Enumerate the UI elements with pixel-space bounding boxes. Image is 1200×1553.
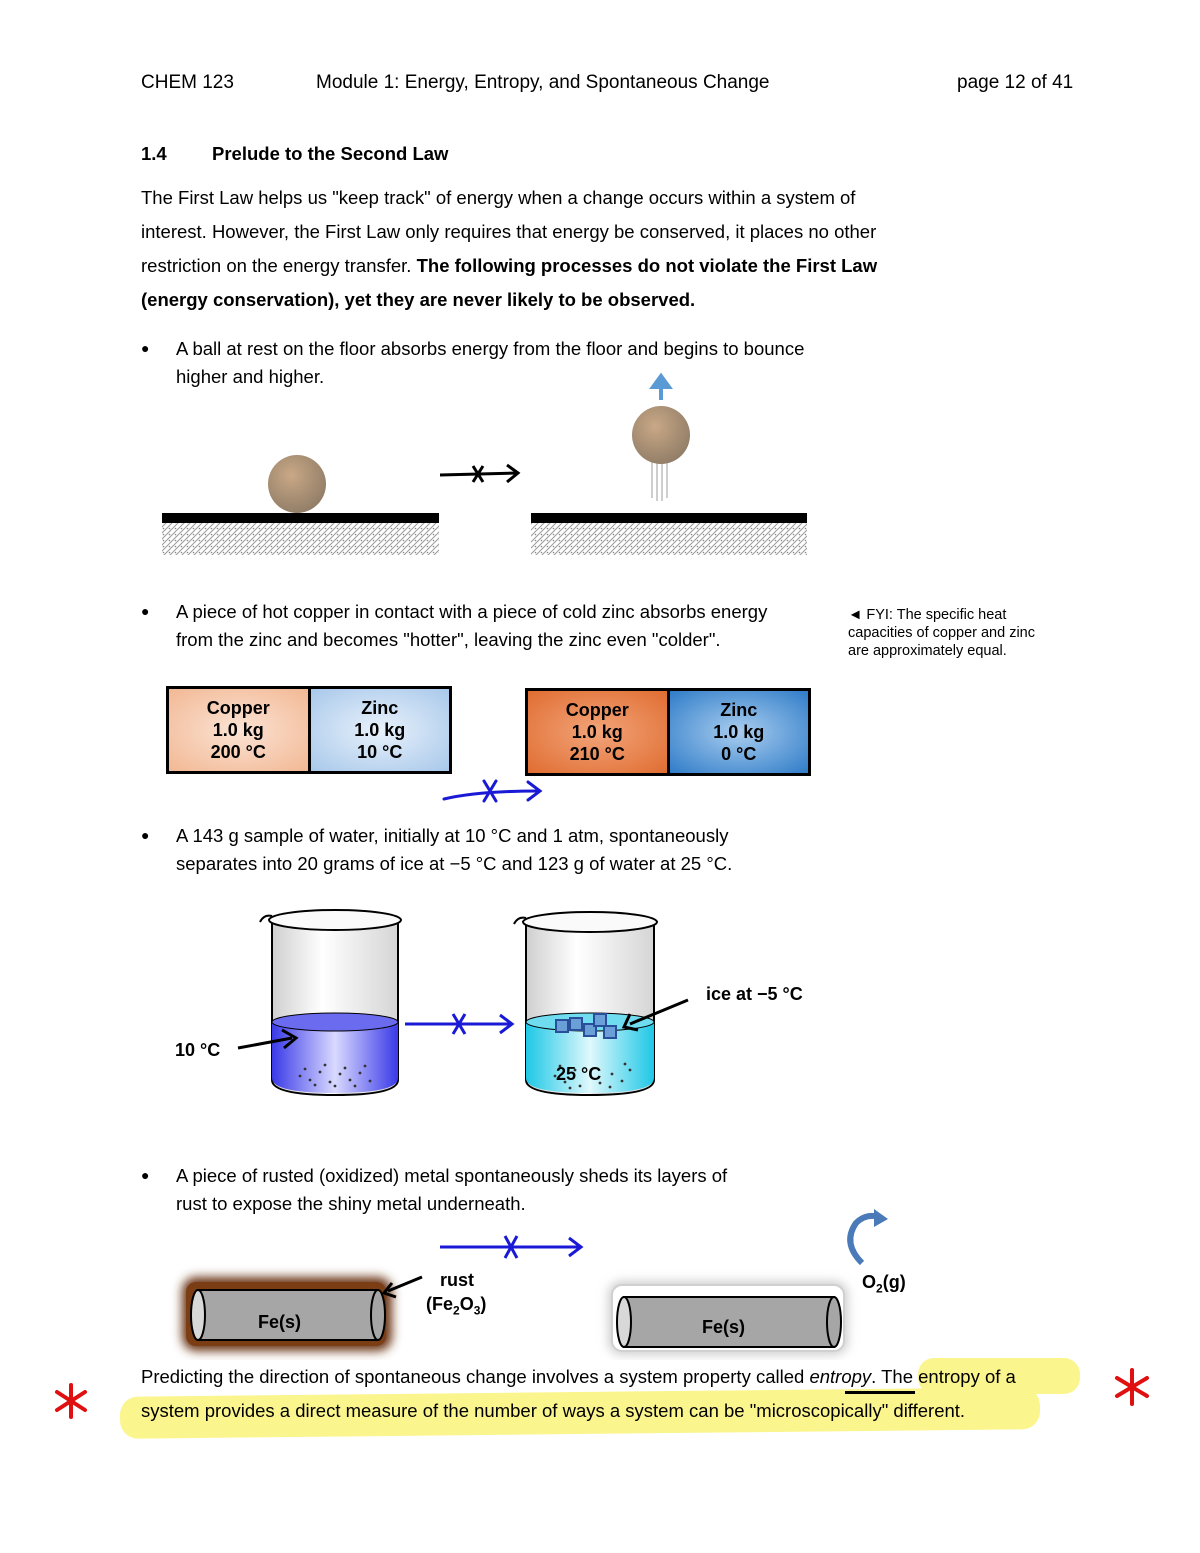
bullet-dot: ● [141, 603, 150, 619]
no-go-arrow-3 [405, 1014, 512, 1034]
ground-right [531, 523, 807, 555]
bullet-rust-line-1: A piece of rusted (oxidized) metal spontaneously sheds its layers of [176, 1165, 728, 1186]
zinc-temp: 10 °C [357, 742, 403, 762]
o2-arrowhead-icon [874, 1209, 888, 1227]
zinc-name: Zinc [361, 698, 399, 718]
intro-line-1: The First Law helps us "keep track" of energy when a change occurs within a system of [141, 187, 856, 208]
red-star-right-icon [1112, 1368, 1152, 1406]
no-go-arrow-2 [438, 775, 548, 807]
conclusion-paragraph [141, 1360, 1101, 1428]
bullet-ball-line-2: higher and higher. [176, 366, 325, 387]
oxygen-label [862, 1272, 906, 1296]
bullet-water-line-2: separates into 20 grams of ice at −5 °C and 123 g of water at 25 °C. [176, 853, 733, 874]
bullet-ball-line-1: A ball at rest on the floor absorbs energy from the floor and begins to bounce [176, 338, 805, 359]
rust-formula [426, 1294, 486, 1318]
zinc-block-after [667, 691, 809, 773]
zinc-mass: 1.0 kg [354, 720, 406, 740]
bullet-copper-line-1: A piece of hot copper in contact with a piece of cold zinc absorbs energy [176, 601, 768, 622]
course-code: CHEM 123 [141, 72, 234, 93]
conclusion-period: . [871, 1366, 877, 1387]
formula-part: ) [480, 1294, 487, 1314]
up-arrow-icon [653, 376, 669, 400]
intro-line-3 [141, 249, 961, 283]
entropy-term: entropy [809, 1366, 872, 1387]
conclusion-highlight-text: The entropy of a [876, 1366, 1016, 1387]
formula-part: (Fe [426, 1294, 453, 1314]
copper-name: Copper [206, 698, 270, 718]
rust-label: rust [440, 1270, 475, 1290]
intro-line-3-bold: The following processes do not violate the First Law [416, 255, 878, 276]
formula-part: O [459, 1294, 474, 1314]
intro-line-3-plain: restriction on the energy transfer. [141, 255, 412, 276]
copper-temp: 200 °C [210, 742, 266, 762]
copper-mass: 1.0 kg [571, 722, 623, 742]
ball-bouncing [632, 406, 690, 464]
conclusion-line-1 [141, 1360, 1101, 1394]
formula-subscript: 2 [876, 1281, 883, 1296]
metal-blocks-before [166, 686, 452, 774]
copper-block-after [528, 691, 667, 773]
zinc-temp: 0 °C [721, 744, 757, 764]
iron-label-right: Fe(s) [702, 1317, 746, 1337]
formula-part: (g) [882, 1272, 906, 1292]
ball-diagram [0, 365, 900, 565]
floor-right [531, 513, 807, 523]
fyi-line-2: capacities of copper and zinc [848, 625, 1035, 641]
ground-left [162, 523, 439, 555]
bullet-water [176, 822, 836, 878]
zinc-name: Zinc [720, 700, 758, 720]
beaker-left [260, 910, 401, 1095]
copper-mass: 1.0 kg [212, 720, 264, 740]
floor-left [162, 513, 439, 523]
bullet-dot: ● [141, 827, 150, 843]
copper-name: Copper [565, 700, 629, 720]
formula-part: O [862, 1272, 877, 1292]
copper-temp: 210 °C [569, 744, 625, 764]
metal-blocks-after [525, 688, 811, 776]
ice-temp-label: ice at −5 °C [706, 984, 803, 1004]
intro-line-4: (energy conservation), yet they are never likely to be observed. [141, 289, 696, 310]
formula-subscript: 3 [473, 1303, 481, 1318]
fyi-line-3: are approximately equal. [848, 643, 1007, 659]
conclusion-line-2: system provides a direct measure of the number of ways a system can be "microscopically" different. [141, 1400, 966, 1421]
formula-subscript: 2 [453, 1303, 460, 1318]
intro-line-2: interest. However, the First Law only requires that energy be conserved, it places no other [141, 221, 877, 242]
bullet-water-line-1: A 143 g sample of water, initially at 10 °C and 1 atm, spontaneously [176, 825, 729, 846]
bullet-copper-zinc [176, 598, 836, 654]
rust-diagram [160, 1205, 920, 1360]
bullet-rust-line-2: rust to expose the shiny metal underneath. [176, 1193, 526, 1214]
motion-lines [652, 460, 667, 501]
beaker-left-temp: 10 °C [175, 1040, 221, 1060]
iron-label-left: Fe(s) [258, 1312, 302, 1332]
bullet-dot: ● [141, 340, 150, 356]
red-star-left-icon [52, 1383, 90, 1419]
copper-block-before [169, 689, 308, 771]
no-go-arrow-4 [440, 1236, 581, 1258]
section-number: 1.4 [141, 143, 167, 164]
zinc-mass: 1.0 kg [713, 722, 765, 742]
ball-resting [268, 455, 326, 513]
intro-paragraph [141, 181, 961, 317]
beaker-right-temp: 25 °C [556, 1064, 602, 1084]
fyi-line-1: ◄ FYI: The specific heat [848, 607, 1007, 623]
conclusion-text: Predicting the direction of spontaneous change involves a system property called [141, 1366, 810, 1387]
bullet-dot: ● [141, 1167, 150, 1183]
section-title: Prelude to the Second Law [212, 143, 449, 164]
page-number: page 12 of 41 [957, 72, 1074, 93]
no-go-arrow-1 [440, 465, 518, 482]
bullet-copper-line-2: from the zinc and becomes "hotter", leaving the zinc even "colder". [176, 629, 721, 650]
fyi-note [848, 606, 1088, 660]
zinc-block-before [308, 689, 450, 771]
module-title: Module 1: Energy, Entropy, and Spontaneous Change [316, 72, 770, 93]
